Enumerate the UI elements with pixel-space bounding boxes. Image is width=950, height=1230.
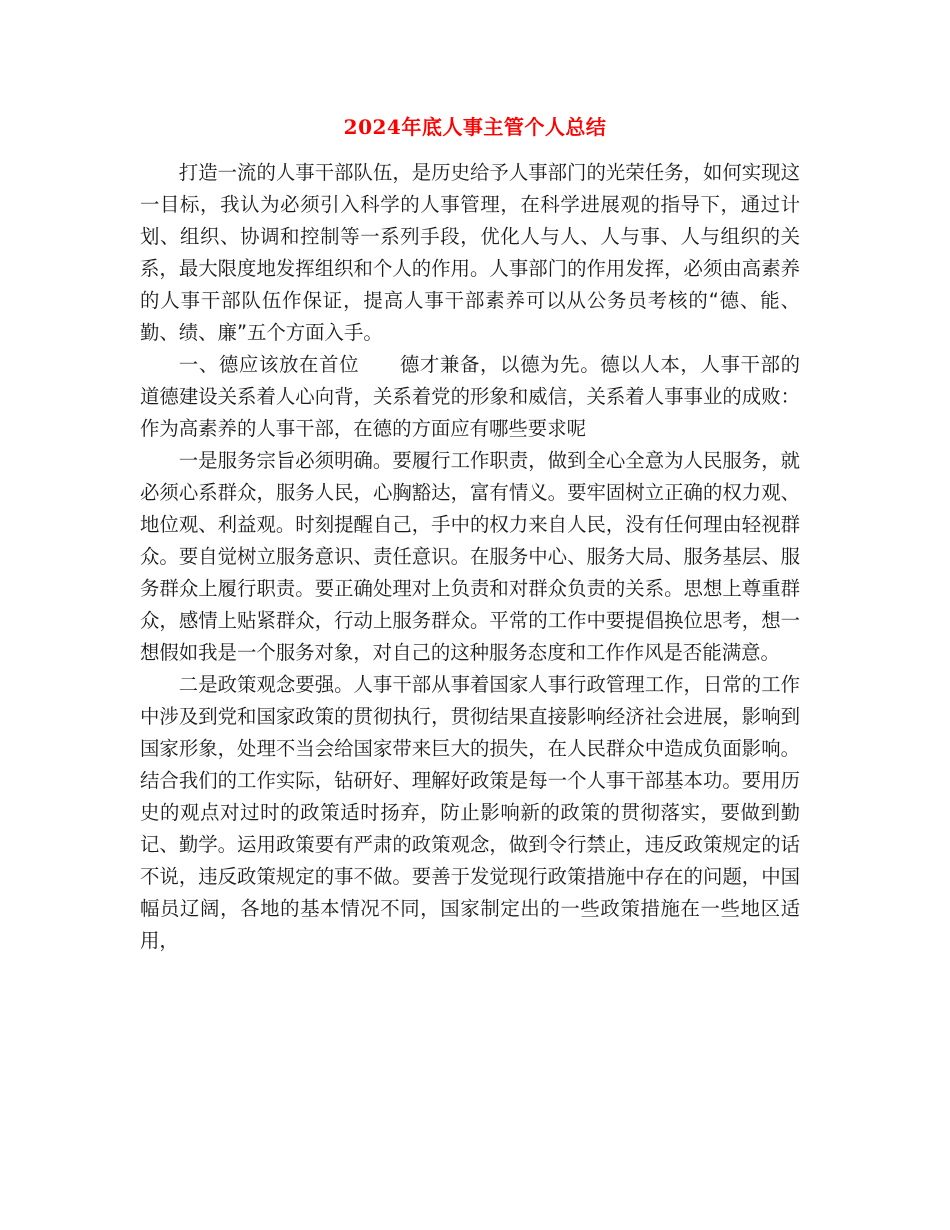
paragraph-service: 一是服务宗旨必须明确。要履行工作职责，做到全心全意为人民服务，就必须心系群众，服务人民，心胸豁达，富有情义。要牢固树立正确的权力观、地位观、利益观。时刻提醒自己，手中的权力来自人民，没有任何理由轻视群众。要自觉树立服务意识、责任意识。在服务中心、服务大局、服务基层、服务群众上履行职责。要正确处理对上负责和对群众负责的关系。思想上尊重群众，感情上贴紧群众，行动上服务群众。平常的工作中要提倡换位思考，想一想假如我是一个服务对象，对自己的这种服务态度和工作作风是否能满意。	[140, 449, 800, 664]
paragraph-policy: 二是政策观念要强。人事干部从事着国家人事行政管理工作，日常的工作中涉及到党和国家政策的贯彻执行，贯彻结果直接影响经济社会进展，影响到国家形象，处理不当会给国家带来巨大的损失，在人民群众中造成负面影响。结合我们的工作实际，钻研好、理解好政策是每一个人事干部基本功。要用历史的观点对过时的政策适时扬弃，防止影响新的政策的贯彻落实，要做到勤记、勤学。运用政策要有严肃的政策观念，做到令行禁止，违反政策规定的话不说，违反政策规定的事不做。要善于发觉现行政策措施中存在的问题，中国幅员辽阔，各地的基本情况不同，国家制定出的一些政策措施在一些地区适用，	[140, 673, 800, 952]
paragraph-intro: 打造一流的人事干部队伍，是历史给予人事部门的光荣任务，如何实现这一目标，我认为必须引入科学的人事管理，在科学进展观的指导下，通过计划、组织、协调和控制等一系列手段，优化人与人、人与事、人与组织的关系，最大限度地发挥组织和个人的作用。人事部门的作用发挥，必须由高素养的人事干部队伍作保证，提高人事干部素养可以从公务员考核的“德、能、勤、绩、廉”五个方面入手。	[140, 161, 800, 344]
section-one-heading: 一、德应该放在首位	[178, 353, 360, 376]
section-one-text: 德才兼备，以德为先。德以人本，人事干部的道德建设关系着人心向背，关系着党的形象和威信，关系着人事事业的成败：作为高素养的人事干部，在德的方面应有哪些要求呢	[140, 353, 801, 440]
document-title: 2024年底人事主管个人总结	[343, 115, 607, 139]
document-body	[140, 157, 800, 957]
paragraph-section-one	[140, 349, 800, 445]
